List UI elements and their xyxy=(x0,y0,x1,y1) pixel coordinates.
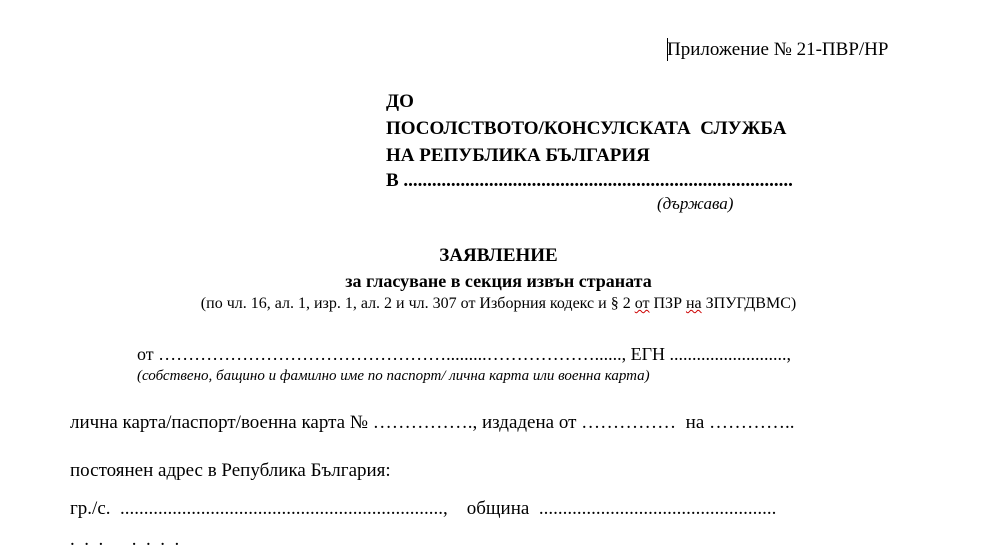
document-title: ЗАЯВЛЕНИЕ xyxy=(439,245,558,266)
legal-basis xyxy=(0,296,997,312)
document-subtitle: за гласуване в секция извън страната xyxy=(345,271,652,291)
addressee-line-3: НА РЕПУБЛИКА БЪЛГАРИЯ xyxy=(386,145,650,166)
name-egn-field-line: от ………………………………………….........………………......, ЕГН .........................., xyxy=(137,344,792,364)
addressee-line-2: ПОСОЛСТВОТО/КОНСУЛСКАТА СЛУЖБА xyxy=(386,118,787,139)
legal-basis-prefix: (по чл. 16, ал. 1, изр. 1, ал. 2 и чл. 307 от Изборния кодекс и § 2 xyxy=(200,295,635,312)
legal-basis-suffix: ЗПУГДВМС) xyxy=(701,295,797,312)
address-label: постоянен адрес в Република България: xyxy=(70,460,391,481)
addressee-line-4: В .................................................................................. xyxy=(386,170,793,191)
legal-basis-mid: ПЗР xyxy=(649,295,686,312)
spellcheck-word-2: на xyxy=(685,295,702,312)
spellcheck-word-1: от xyxy=(634,295,650,312)
appendix-label: Приложение № 21-ПВР/НР xyxy=(667,39,889,60)
cut-off-field-line: . . . . . . . xyxy=(70,529,180,550)
state-hint: (държава) xyxy=(657,194,734,213)
id-document-field-line: лична карта/паспорт/военна карта № ……………., издадена от …………… на ………….. xyxy=(70,412,795,433)
city-municipality-field-line: гр./с. ...................................................................., община .................................................. xyxy=(70,498,777,519)
addressee-line-1: ДО xyxy=(386,91,414,112)
name-hint: (собствено, бащино и фамилно име по паспорт/ лична карта или военна карта) xyxy=(137,368,650,384)
